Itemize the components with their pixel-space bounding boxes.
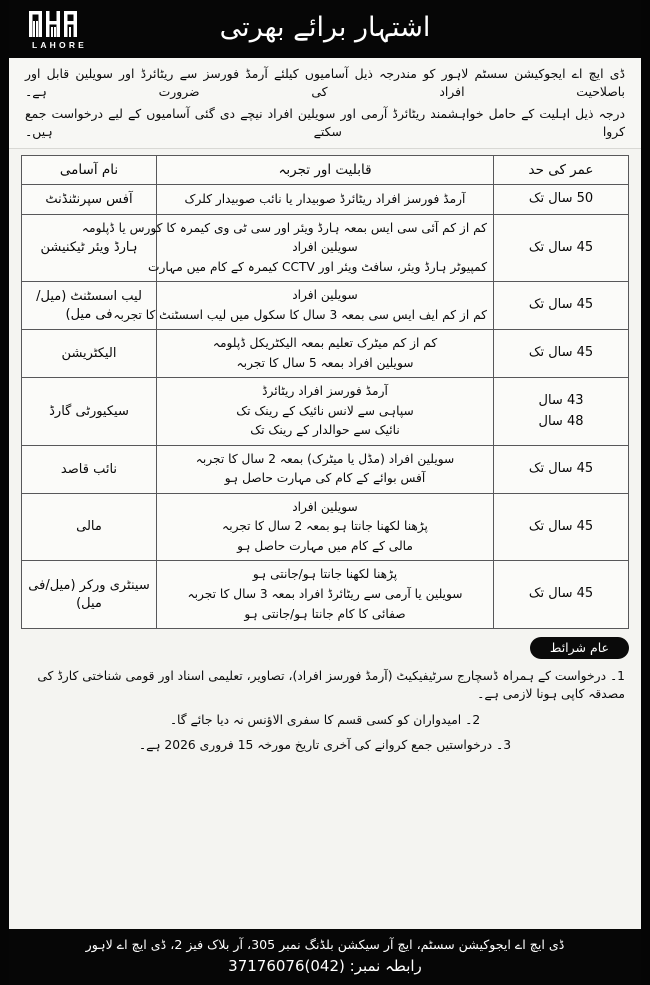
table-row <box>22 445 629 493</box>
cell-qualification <box>157 561 494 629</box>
page-title: اشتہار برائے بھرتی <box>219 12 431 44</box>
table-row <box>22 493 629 561</box>
jobs-table-head <box>22 155 629 184</box>
column-header-age: عمر کی حد <box>494 155 629 184</box>
condition-item: 1۔ درخواست کے ہمراہ ڈسچارج سرٹیفیکیٹ (آرمڈ فورسز افراد)، تصاویر، تعلیمی اسناد اور قومی شناختی کارڈ کی مصدقہ کاپی ہونا لازمی ہے۔ <box>37 669 625 702</box>
jobs-table-body <box>22 184 629 628</box>
cell-post-name: آفس سپرنٹنڈنٹ <box>22 184 157 214</box>
qualification-line: سویلین یا آرمی سے ریٹائرڈ افراد بمعہ 3 سال کا تجربہ <box>187 586 463 601</box>
qualification-line: مالی کے کام میں مہارت حاصل ہو <box>237 538 413 553</box>
cell-qualification <box>157 330 494 378</box>
cell-qualification <box>157 445 494 493</box>
qualification-line: سویلین افراد <box>292 240 358 255</box>
footer-address: ڈی ایچ اے ایجوکیشن سسٹم، ایچ آر سیکشن بلڈنگ نمبر 305، آر بلاک فیز 2، ڈی ایچ اے لاہور <box>85 936 565 952</box>
age-line: 43 سال <box>538 392 584 408</box>
cell-post-name: سیکیورٹی گارڈ <box>22 378 157 446</box>
dha-lahore-logo <box>21 4 95 54</box>
cell-age <box>494 214 629 282</box>
jobs-table <box>21 155 629 629</box>
table-row <box>22 282 629 330</box>
age-line: 48 سال <box>538 413 584 429</box>
header-band <box>9 0 641 58</box>
qualification-line: آرمڈ فورسز افراد ریٹائرڈ صوبیدار یا نائب صوبیدار کلرک <box>184 191 466 206</box>
table-row <box>22 378 629 446</box>
table-row <box>22 214 629 282</box>
qualification-line: پڑھنا لکھنا جانتا ہو بمعہ 2 سال کا تجربہ <box>222 519 428 534</box>
cell-qualification <box>157 184 494 214</box>
qualification-line: آفس بوائے کے کام کی مہارت حاصل ہو <box>224 471 426 486</box>
footer-band <box>9 929 641 985</box>
cell-qualification <box>157 378 494 446</box>
age-line: 45 سال تک <box>528 518 594 534</box>
age-line: 45 سال تک <box>528 586 594 602</box>
general-conditions-section <box>21 637 629 768</box>
cell-age <box>494 561 629 629</box>
cell-age <box>494 330 629 378</box>
cell-post-name: مالی <box>22 493 157 561</box>
age-line: 50 سال تک <box>528 190 594 206</box>
intro-paragraph <box>9 58 641 149</box>
qualification-line: آرمڈ فورسز افراد ریٹائرڈ <box>262 384 388 399</box>
conditions-list <box>21 663 629 768</box>
table-row <box>22 561 629 629</box>
qualification-line: کم از کم آئی سی ایس بمعہ ہارڈ ویئر اور سی ٹی وی کیمرہ کا کورس یا ڈپلومہ <box>81 220 487 235</box>
table-row <box>22 184 629 214</box>
qualification-line: کمپیوٹر ہارڈ ویئر، سافٹ ویئر اور CCTV کیمرہ کے کام میں مہارت <box>147 259 487 274</box>
jobs-table-wrapper <box>9 149 641 629</box>
footer-contact: رابطہ نمبر: (042)37176076 <box>228 956 422 975</box>
qualification-line: سپاہی سے لانس نائیک کے رینک تک <box>236 403 414 418</box>
condition-item: 3۔ درخواستیں جمع کروانے کی آخری تاریخ مورخہ 15 فروری 2026 ہے۔ <box>138 738 512 753</box>
column-header-post: نام آسامی <box>22 155 157 184</box>
cell-post-name: سینٹری ورکر (میل/فی میل) <box>22 561 157 629</box>
cell-post-name: الیکٹریشن <box>22 330 157 378</box>
cell-age <box>494 445 629 493</box>
age-line: 45 سال تک <box>528 297 594 313</box>
cell-post-name: ہارڈ ویئر ٹیکنیشن <box>22 214 157 282</box>
age-line: 45 سال تک <box>528 345 594 361</box>
qualification-line: نائیک سے حوالدار کے رینک تک <box>250 423 400 438</box>
qualification-line: پڑھنا لکھنا جانتا ہو/جانتی ہو <box>252 567 398 582</box>
qualification-line: سویلین افراد (مڈل یا میٹرک) بمعہ 2 سال کا تجربہ <box>195 451 455 466</box>
logo-subtitle: LAHORE <box>31 39 88 50</box>
general-conditions-badge: عام شرائط <box>530 637 629 659</box>
intro-line-1: ڈی ایچ اے ایجوکیشن سسٹم لاہور کو مندرجہ ذیل آسامیوں کیلئے آرمڈ فورسز سے ریٹائرڈ اور سویلین قابل اور باصلاحیت افراد کی ضرورت ہے۔ <box>25 66 625 99</box>
cell-post-name: نائب قاصد <box>22 445 157 493</box>
qualification-line: سویلین افراد <box>292 499 358 514</box>
cell-post-name: لیب اسسٹنٹ (میل/فی میل) <box>22 282 157 330</box>
condition-item: 2۔ امیدواران کو کسی قسم کا سفری الاؤنس نہ دیا جائے گا۔ <box>169 712 481 727</box>
cell-qualification <box>157 493 494 561</box>
age-line: 45 سال تک <box>528 461 594 476</box>
cell-age <box>494 493 629 561</box>
qualification-line: کم از کم ایف ایس سی بمعہ 3 سال کا سکول میں لیب اسسٹنٹ کا تجربہ <box>113 307 487 322</box>
intro-line-2: درجہ ذیل اہلیت کے حامل خواہشمند ریٹائرڈ آرمی اور سویلین افراد نیچے دی گئی آسامیوں کے لیے درخواست جمع کروا سکتے ہیں۔ <box>25 105 625 139</box>
table-row <box>22 330 629 378</box>
cell-age <box>494 282 629 330</box>
qualification-line: کم از کم میٹرک تعلیم بمعہ الیکٹریکل ڈپلومہ <box>212 336 438 351</box>
cell-qualification <box>113 282 494 330</box>
column-header-qualification: قابلیت اور تجربہ <box>157 155 494 184</box>
qualification-line: سویلین افراد بمعہ 5 سال کا تجربہ <box>236 355 414 370</box>
dha-logo-icon <box>28 9 88 39</box>
table-header-row <box>22 155 629 184</box>
age-line: 45 سال تک <box>528 239 594 255</box>
cell-age <box>494 184 629 214</box>
cell-age <box>494 378 629 446</box>
qualification-line: سویلین افراد <box>292 288 358 303</box>
qualification-line: صفائی کا کام جانتا ہو/جانتی ہو <box>244 606 406 621</box>
